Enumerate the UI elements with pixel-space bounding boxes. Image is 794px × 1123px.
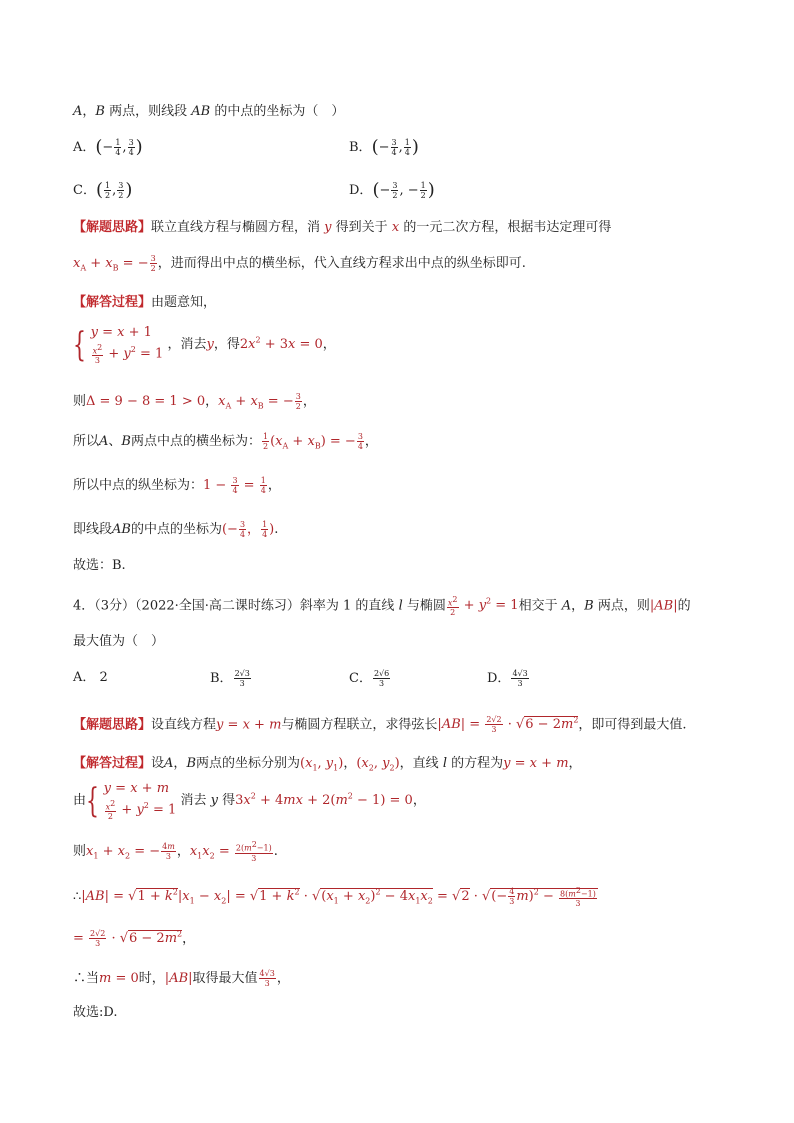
q3-option-d[interactable]: D．(− $\frac{3}{2}$ , − $\frac{1}{2}$ ): [349, 179, 435, 201]
q4-option-d[interactable]: D． $\frac{4√3}{3}$: [487, 669, 528, 688]
q4-maximum: ∴当m = 0时，|AB|取得最大值 $\frac{4√3}{3}$ ，: [73, 969, 290, 988]
q4-chord-length: ∴|AB| = $√1 + k^2|x_1 - x_2| = √1 + k^2 \cdot √(x_1 + x_2)^2 - 4x_1x_2 = √2$ · √(− $\frac{4}{3}$ m)$^2$ − $\frac{8(m2-1)}{3}$: [73, 885, 596, 909]
q4-stem-line2: 最大值为（ ）: [73, 634, 165, 649]
q4-stem: 4．（3分）（2022·全国·高二课时练习）斜率为 1 的直线 l 与椭圆 $\frac{x2}{2}$ + $y^2 = 1$相交于 A，B 两点，则|AB|的: [73, 594, 691, 618]
q3-option-c[interactable]: C．( $\frac{1}{2}$ , $\frac{3}{2}$ ): [73, 179, 133, 201]
q3-conclusion: 即线段AB的中点的坐标为(− $\frac{3}{4}$ ， $\frac{1}{4}$ ).: [73, 520, 279, 539]
q3-answer: 故选：B.: [73, 558, 126, 573]
q3-discriminant: 则Δ = 9 − 8 = 1 > 0，$x_A + x_B$ = − $\frac{3}{2}$ ，: [73, 392, 316, 411]
q3-x-midpoint: 所以A、B两点中点的横坐标为： $\frac{1}{2}$ $(x_A + x_B)$ = − $\frac{3}{4}$ ，: [73, 432, 378, 451]
q4-option-c[interactable]: C． $\frac{2√6}{3}$: [349, 669, 390, 688]
q3-stem: A，B 两点，则线段 AB 的中点的坐标为（ ）: [73, 104, 345, 119]
q4-process: 【解答过程】设A，B两点的坐标分别为($x_1$, $y_1$)，($x_2$, $y_2$)，直线 l 的方程为y = x + m，: [73, 756, 582, 773]
q4-chord-simplified: = $\frac{2√2}{3}$ · $√6 - 2m^2$，: [73, 929, 196, 949]
q4-vieta: 则$x_1 + x_2$ = − $\frac{4m}{3}$ ，$x_1x_2$ = $\frac{2(m2-1)}{3}$ .: [73, 840, 278, 863]
q4-system: 由{ y = x + m $\frac{x2}{2}$ + $y^2 = 1$ 消去 y 得$3x^2 + 4mx + 2(m^2 - 1) = 0$，: [73, 780, 426, 822]
q4-answer: 故选:D.: [73, 1005, 118, 1020]
q4-option-b[interactable]: B． $\frac{2√3}{3}$: [210, 669, 250, 688]
q4-hint: 【解题思路】设直线方程y = x + m与椭圆方程联立，求得弦长|AB| = $\frac{2√2}{3}$ · $√6 - 2m^2$，即可得到最大值.: [73, 715, 687, 735]
q3-option-b[interactable]: B．(− $\frac{3}{4}$ , $\frac{1}{4}$ ): [349, 136, 419, 158]
q3-hint: 【解题思路】联立直线方程与椭圆方程，消 y 得到关于 x 的一元二次方程，根据韦达定理可得: [73, 220, 612, 235]
q3-option-a[interactable]: A．(− $\frac{1}{4}$ , $\frac{3}{4}$ ): [73, 136, 143, 158]
q3-y-midpoint: 所以中点的纵坐标为：1 − $\frac{3}{4}$ = $\frac{1}{4}$ ，: [73, 476, 281, 495]
q4-option-a[interactable]: A． 2: [73, 670, 108, 685]
q3-process-label: 【解答过程】由题意知，: [73, 295, 217, 310]
q3-hint-line2: $x_A + x_B$ = − $\frac{3}{2}$ ，进而得出中点的横坐标，代入直线方程求出中点的纵坐标即可.: [73, 254, 526, 273]
q3-system: { y = x + 1 $\frac{x2}{3}$ + $y^2 = 1$ ，消去y，得$2x^2 + 3x = 0$，: [73, 324, 336, 366]
